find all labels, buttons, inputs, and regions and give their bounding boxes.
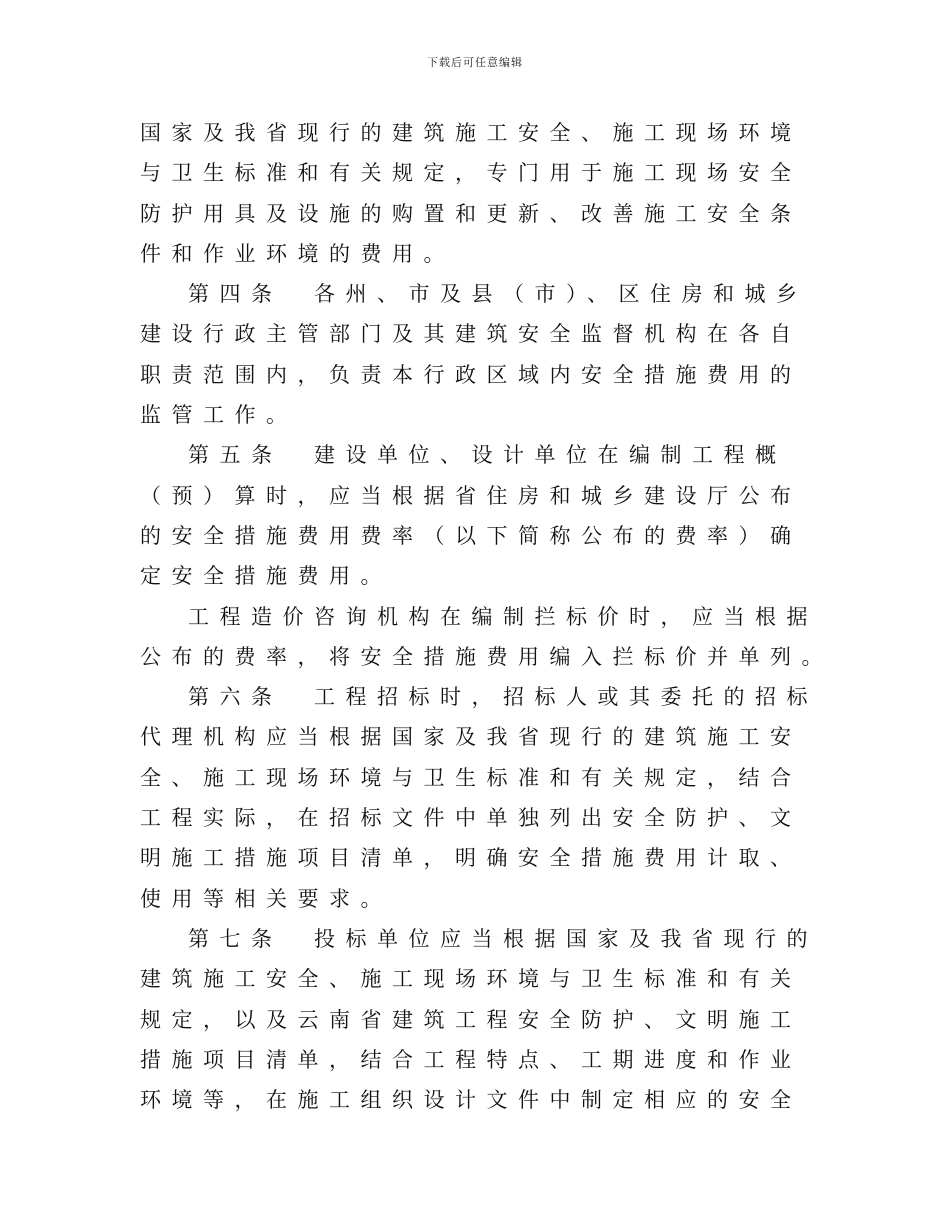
text-line: （预）算时，应当根据省住房和城乡建设厅公布 <box>140 483 802 508</box>
text-line: 建筑施工安全、施工现场环境与卫生标准和有关 <box>140 967 802 992</box>
text-line: 件和作业环境的费用。 <box>140 241 455 266</box>
text-line: 公布的费率，将安全措施费用编入拦标价并单列。 <box>140 644 833 669</box>
text-line: 代理机构应当根据国家及我省现行的建筑施工安 <box>140 725 802 750</box>
page-header: 下载后可任意编辑 <box>427 56 523 69</box>
article-5-heading-line: 第五条 建设单位、设计单位在编制工程概 <box>188 443 787 468</box>
text-line: 定安全措施费用。 <box>140 564 392 589</box>
text-line: 全、施工现场环境与卫生标准和有关规定，结合 <box>140 765 802 790</box>
text-line: 工程实际，在招标文件中单独列出安全防护、文 <box>140 806 802 831</box>
text-line: 使用等相关要求。 <box>140 886 392 911</box>
text-line: 措施项目清单，结合工程特点、工期进度和作业 <box>140 1047 802 1072</box>
article-7-heading-line: 第七条 投标单位应当根据国家及我省现行的 <box>188 926 818 951</box>
text-line: 环境等，在施工组织设计文件中制定相应的安全 <box>140 1088 802 1113</box>
text-line: 监管工作。 <box>140 403 298 428</box>
text-line: 职责范围内，负责本行政区域内安全措施费用的 <box>140 362 802 387</box>
text-line: 与卫生标准和有关规定，专门用于施工现场安全 <box>140 161 802 186</box>
paragraph-start-line: 工程造价咨询机构在编制拦标价时，应当根据 <box>188 604 818 629</box>
text-line: 建设行政主管部门及其建筑安全监督机构在各自 <box>140 322 802 347</box>
document-body <box>140 113 833 1120</box>
text-line: 防护用具及设施的购置和更新、改善施工安全条 <box>140 201 802 226</box>
text-line: 明施工措施项目清单，明确安全措施费用计取、 <box>140 846 802 871</box>
text-line: 国家及我省现行的建筑施工安全、施工现场环境 <box>140 121 802 145</box>
text-line: 规定，以及云南省建筑工程安全防护、文明施工 <box>140 1007 802 1032</box>
text-line: 的安全措施费用费率（以下简称公布的费率）确 <box>140 523 802 548</box>
article-6-heading-line: 第六条 工程招标时，招标人或其委托的招标 <box>188 685 818 710</box>
article-4-heading-line: 第四条 各州、市及县（市）、区住房和城乡 <box>188 282 808 307</box>
